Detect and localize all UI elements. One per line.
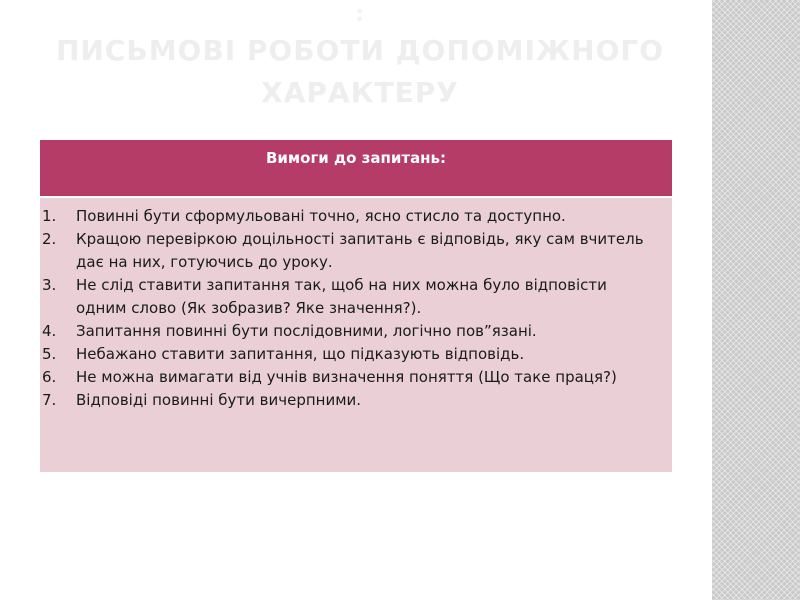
list-item-number: 4. xyxy=(42,322,57,340)
list-item xyxy=(40,389,672,412)
list-item-text: Не можна вимагати від учнів визначення поняття (Що таке праця?) xyxy=(76,368,617,386)
list-item xyxy=(40,205,672,228)
list-item-number: 3. xyxy=(42,276,57,294)
table-header xyxy=(40,140,672,198)
list-item-text: Відповіді повинні бути вичерпними. xyxy=(76,391,362,409)
list-item-number: 6. xyxy=(42,368,57,386)
list-item-text: Не слід ставити запитання так, щоб на них можна було відповісти одним слово (Як зобразив? Яке значення?). xyxy=(76,276,607,317)
table-header-text: Вимоги до запитань: xyxy=(265,149,447,167)
list-item-text: Запитання повинні бути послідовними, логічно пов”язані. xyxy=(76,322,537,340)
slide-title: ПИСЬМОВІ РОБОТИ ДОПОМІЖНОГО ХАРАКТЕРУ xyxy=(55,34,665,109)
requirements-list xyxy=(40,205,672,412)
list-item xyxy=(40,320,672,343)
requirements-table xyxy=(40,140,672,472)
list-item-number: 1. xyxy=(42,207,57,225)
table-body xyxy=(40,198,672,472)
list-item-text: Повинні бути сформульовані точно, ясно стисло та доступно. xyxy=(76,207,566,225)
decorative-sidebar xyxy=(712,0,800,600)
slide-title-colon: : xyxy=(355,2,365,27)
list-item xyxy=(40,343,672,366)
list-item-number: 2. xyxy=(42,230,57,248)
list-item-number: 7. xyxy=(42,391,57,409)
list-item xyxy=(40,228,672,274)
list-item xyxy=(40,366,672,389)
list-item-text: Кращою перевіркою доцільності запитань є відповідь, яку сам вчитель дає на них, готуючись до уроку. xyxy=(76,230,644,271)
list-item-number: 5. xyxy=(42,345,57,363)
list-item xyxy=(40,274,672,320)
list-item-text: Небажано ставити запитання, що підказують відповідь. xyxy=(76,345,525,363)
